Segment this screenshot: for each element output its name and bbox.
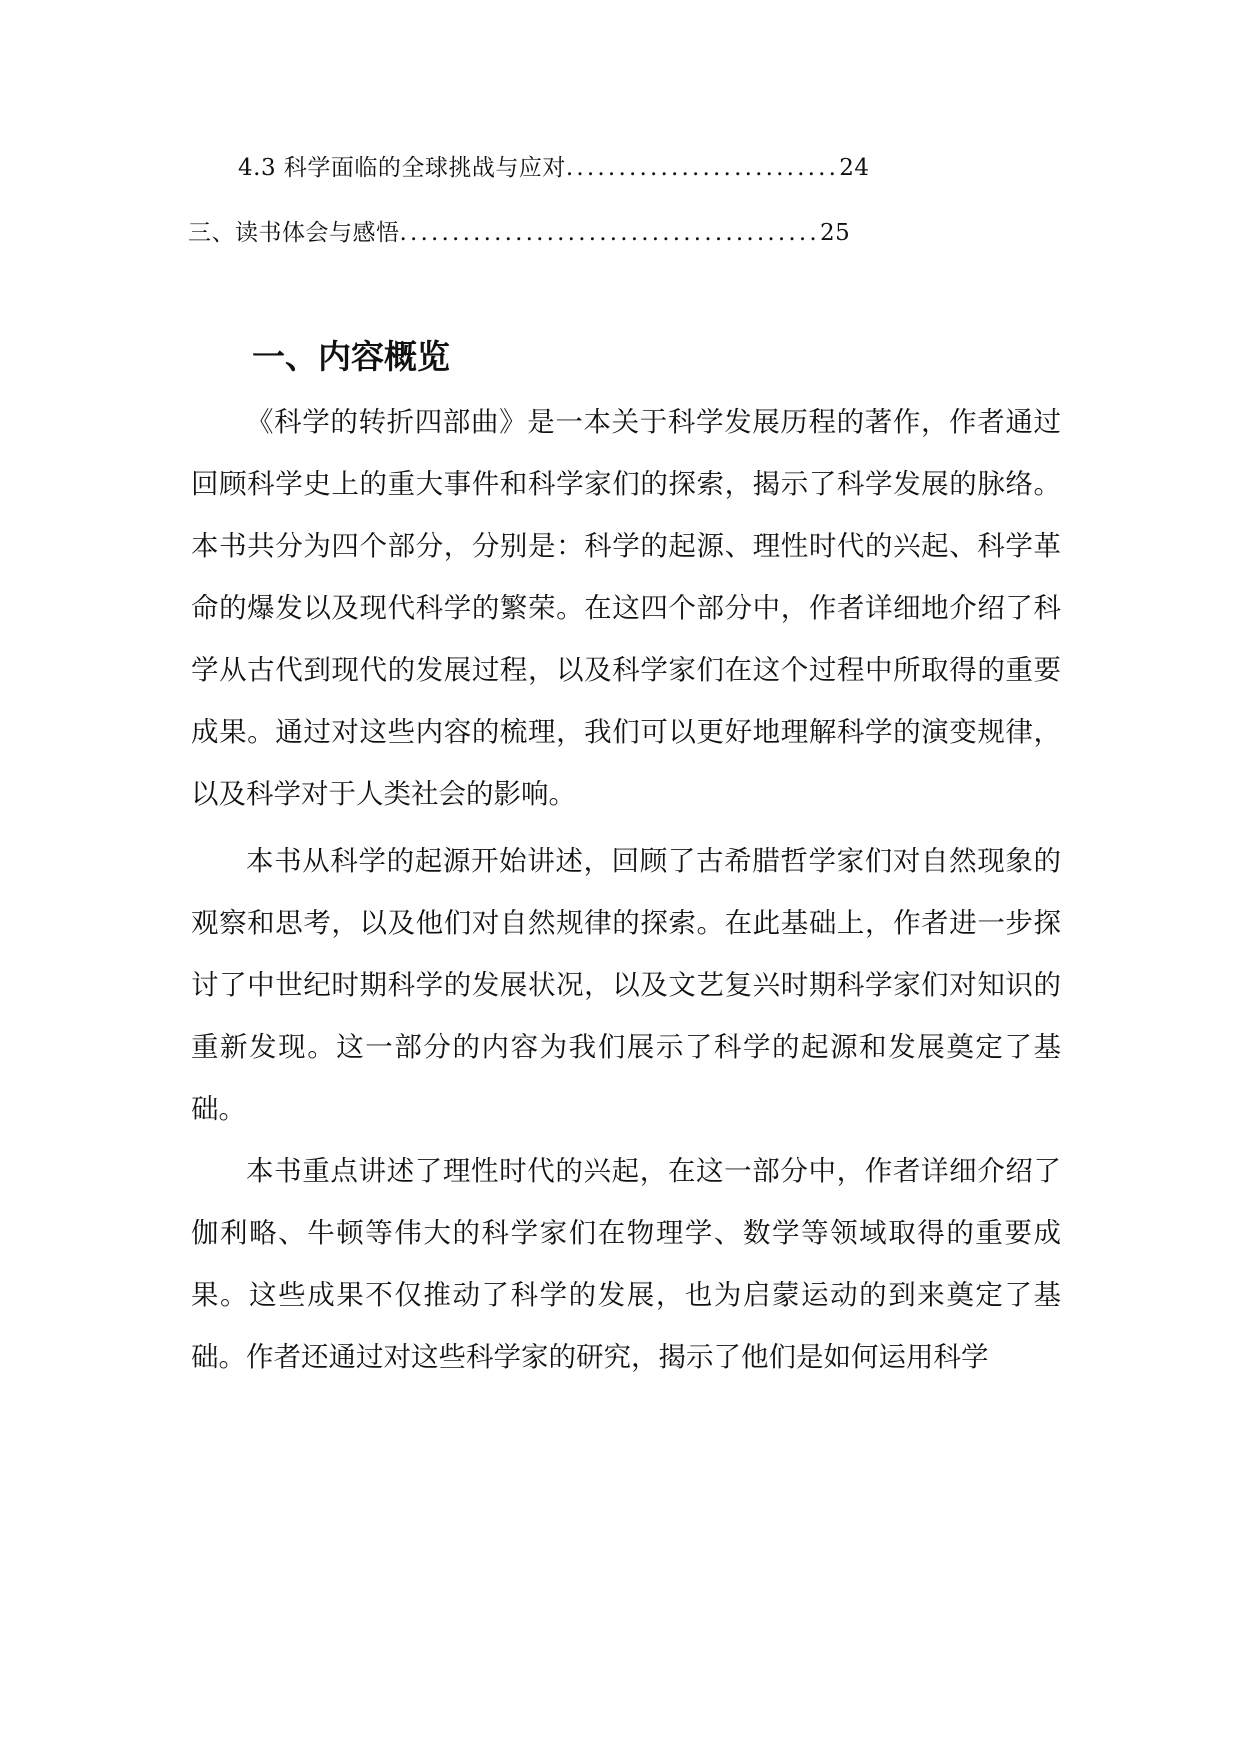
section-body xyxy=(191,391,1061,1388)
toc-entry-label: 三、读书体会与感悟 xyxy=(188,220,400,246)
toc-leader-dots: ........................................ xyxy=(399,220,820,246)
toc-page-number: 24 xyxy=(839,155,870,181)
toc-leader-dots: .......................... xyxy=(565,155,840,181)
toc-entry-4-3[interactable] xyxy=(238,153,869,183)
body-paragraph: 《科学的转折四部曲》是一本关于科学发展历程的著作，作者通过回顾科学史上的重大事件和科学家们的探索，揭示了科学发展的脉络。本书共分为四个部分，分别是：科学的起源、理性时代的兴起、科学革命的爆发以及现代科学的繁荣。在这四个部分中，作者详细地介绍了科学从古代到现代的发展过程，以及科学家们在这个过程中所取得的重要成果。通过对这些内容的梳理，我们可以更好地理解科学的演变规律，以及科学对于人类社会的影响。 xyxy=(191,406,1061,810)
body-paragraph: 本书重点讲述了理性时代的兴起，在这一部分中，作者详细介绍了伽利略、牛顿等伟大的科学家们在物理学、数学等领域取得的重要成果。这些成果不仅推动了科学的发展，也为启蒙运动的到来奠定了基础。作者还通过对这些科学家的研究，揭示了他们是如何运用科学 xyxy=(191,1155,1061,1373)
body-paragraph: 本书从科学的起源开始讲述，回顾了古希腊哲学家们对自然现象的观察和思考，以及他们对自然规律的探索。在此基础上，作者进一步探讨了中世纪时期科学的发展状况，以及文艺复兴时期科学家们对知识的重新发现。这一部分的内容为我们展示了科学的起源和发展奠定了基础。 xyxy=(191,845,1061,1125)
toc-entry-label: 4.3 科学面临的全球挑战与应对 xyxy=(238,155,566,181)
section-heading: 一、内容概览 xyxy=(252,337,450,377)
toc-entry-section-3[interactable] xyxy=(188,218,850,248)
toc-page-number: 25 xyxy=(819,220,851,246)
